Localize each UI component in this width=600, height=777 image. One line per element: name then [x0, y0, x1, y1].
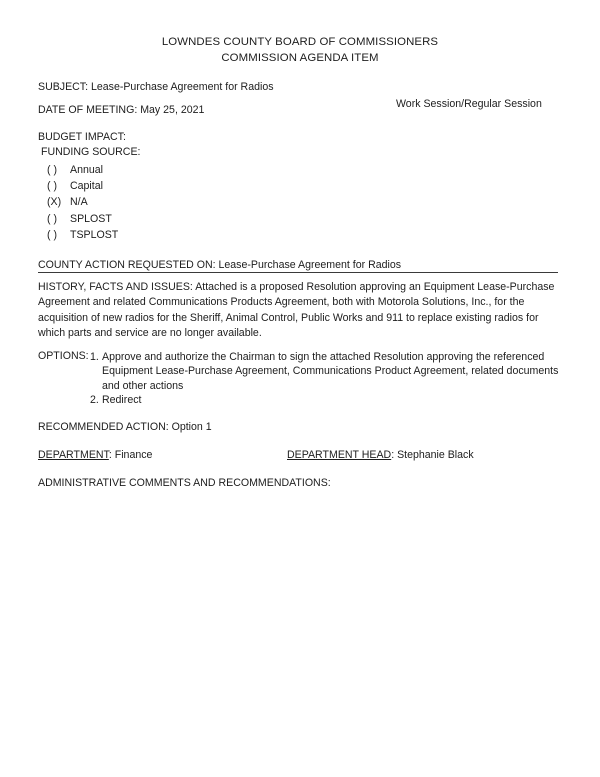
funding-source-label: FUNDING SOURCE:	[41, 146, 141, 158]
recommended-action: RECOMMENDED ACTION: Option 1	[38, 421, 212, 433]
funding-option-label: TSPLOST	[70, 229, 119, 241]
funding-option-mark: ( )	[47, 164, 57, 176]
options-list	[90, 350, 560, 408]
department	[38, 449, 152, 461]
options-label: OPTIONS:	[38, 350, 89, 362]
option-text: Redirect	[102, 394, 142, 407]
option-item-2	[90, 393, 560, 407]
funding-option-mark: (X)	[47, 196, 62, 208]
option-number: 2.	[90, 394, 99, 407]
option-text: Approve and authorize the Chairman to sign the attached Resolution approving the referenced Equipment Lease-Purchase Agreement, Communications Product Agreement, related documents and other actions	[102, 351, 559, 392]
administrative-comments-label: ADMINISTRATIVE COMMENTS AND RECOMMENDATIONS:	[38, 477, 331, 489]
funding-option-label: SPLOST	[70, 213, 112, 225]
funding-option-mark: ( )	[47, 213, 57, 225]
funding-option-mark: ( )	[47, 229, 57, 241]
subject-line: SUBJECT: Lease-Purchase Agreement for Radios	[38, 81, 274, 93]
divider-line	[38, 272, 558, 273]
department-value: : Finance	[108, 449, 153, 461]
department-head	[287, 449, 474, 461]
date-of-meeting: DATE OF MEETING: May 25, 2021	[38, 104, 205, 116]
budget-impact-label: BUDGET IMPACT:	[38, 131, 126, 143]
option-item-1	[90, 350, 560, 393]
funding-option-label: Capital	[70, 180, 103, 192]
session-type: Work Session/Regular Session	[396, 98, 542, 110]
funding-option-mark: ( )	[47, 180, 57, 192]
header-title: LOWNDES COUNTY BOARD OF COMMISSIONERS	[161, 36, 439, 48]
department-head-label: DEPARTMENT HEAD	[287, 449, 392, 461]
county-action-requested: COUNTY ACTION REQUESTED ON: Lease-Purchase Agreement for Radios	[38, 259, 402, 271]
header-subtitle: COMMISSION AGENDA ITEM	[221, 52, 379, 64]
funding-option-label: N/A	[70, 196, 88, 208]
funding-option-label: Annual	[70, 164, 103, 176]
option-number: 1.	[90, 351, 99, 363]
department-head-value: : Stephanie Black	[391, 449, 474, 461]
department-label: DEPARTMENT	[38, 449, 109, 461]
history-facts-issues: HISTORY, FACTS AND ISSUES: Attached is a proposed Resolution approving an Equipment Lease-Purchase Agreement and related Communications Products Agreement, both with Motorola Solutions, Inc., for the acquisition of new radios for the Sheriff, Animal Control, Public Works and 911 to replace existing radios for which parts and service are no longer available.	[38, 281, 555, 340]
